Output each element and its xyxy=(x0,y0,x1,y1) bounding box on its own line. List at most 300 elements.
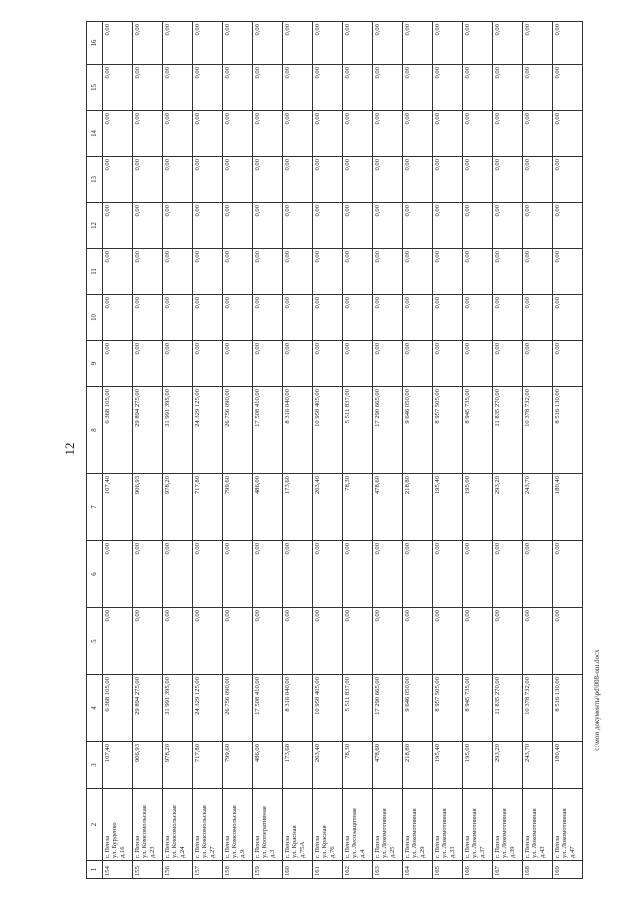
value-cell-c8: 8 316 040,00 xyxy=(283,387,313,474)
value-cell-c9: 0,00 xyxy=(163,341,193,387)
value-cell-c6: 0,00 xyxy=(223,541,253,608)
value-cell-c8: 5 511 837,00 xyxy=(343,387,373,474)
address-line: д.25 xyxy=(388,846,396,858)
value-cell-c4: 11 835 270,00 xyxy=(493,675,523,742)
address-cell xyxy=(283,789,313,861)
value-cell-c14: 0,00 xyxy=(493,111,523,157)
value-cell-c7: 799,60 xyxy=(223,474,253,541)
value-cell-c14: 0,00 xyxy=(433,111,463,157)
value-cell-c7: 173,60 xyxy=(283,474,313,541)
value-cell-c13: 0,00 xyxy=(163,157,193,203)
address-cell xyxy=(373,789,403,861)
table-row xyxy=(463,22,493,879)
address-cell xyxy=(343,789,373,861)
value-cell-c13: 0,00 xyxy=(433,157,463,203)
row-number-cell: 156 xyxy=(163,861,193,879)
value-cell-c5: 0,00 xyxy=(283,608,313,675)
value-cell-c5: 0,00 xyxy=(433,608,463,675)
address-line: д.39 xyxy=(508,846,516,858)
value-cell-c11: 0,00 xyxy=(553,249,583,295)
table-row xyxy=(523,22,553,879)
value-cell-c15: 0,00 xyxy=(523,65,553,111)
row-number-cell: 168 xyxy=(523,861,553,879)
value-cell-c8: 29 894 275,00 xyxy=(133,387,163,474)
value-cell-c16: 0,00 xyxy=(283,22,313,65)
value-cell-c14: 0,00 xyxy=(373,111,403,157)
value-cell-c6: 0,00 xyxy=(433,541,463,608)
value-cell-c16: 0,00 xyxy=(373,22,403,65)
value-cell-c4: 29 894 275,00 xyxy=(133,675,163,742)
value-cell-c9: 0,00 xyxy=(253,341,283,387)
table-row xyxy=(253,22,283,879)
value-cell-c10: 0,00 xyxy=(373,295,403,341)
value-cell-c3: 173,60 xyxy=(283,742,313,789)
value-cell-c12: 0,00 xyxy=(163,203,193,249)
value-cell-c9: 0,00 xyxy=(193,341,223,387)
value-cell-c5: 0,00 xyxy=(103,608,133,675)
value-cell-c12: 0,00 xyxy=(133,203,163,249)
value-cell-c3: 717,80 xyxy=(193,742,223,789)
value-cell-c4: 24 329 125,00 xyxy=(193,675,223,742)
address-line: г. Пенза xyxy=(134,835,141,858)
value-cell-c11: 0,00 xyxy=(223,249,253,295)
value-cell-c13: 0,00 xyxy=(283,157,313,203)
value-cell-c12: 0,00 xyxy=(523,203,553,249)
address-line: д.9 xyxy=(238,849,246,858)
address-cell xyxy=(403,789,433,861)
value-cell-c7: 906,93 xyxy=(133,474,163,541)
value-cell-c12: 0,00 xyxy=(463,203,493,249)
value-cell-c13: 0,00 xyxy=(403,157,433,203)
value-cell-c8: 6 368 105,00 xyxy=(103,387,133,474)
address-line: г. Пенза xyxy=(194,835,201,858)
value-cell-c4: 8 316 040,00 xyxy=(283,675,313,742)
address-line: д.43 xyxy=(538,846,546,858)
value-cell-c14: 0,00 xyxy=(193,111,223,157)
address-line: д.16 xyxy=(118,846,126,858)
address-line: ул. Локомотивная xyxy=(561,808,569,858)
value-cell-c16: 0,00 xyxy=(133,22,163,65)
value-cell-c6: 0,00 xyxy=(463,541,493,608)
value-cell-c16: 0,00 xyxy=(223,22,253,65)
value-cell-c3: 478,60 xyxy=(373,742,403,789)
value-cell-c8: 10 378 732,00 xyxy=(523,387,553,474)
value-cell-c4: 6 368 105,00 xyxy=(103,675,133,742)
address-line: г. Пенза xyxy=(344,835,351,858)
row-number-cell: 154 xyxy=(103,861,133,879)
value-cell-c6: 0,00 xyxy=(193,541,223,608)
page-number-text: 12 xyxy=(62,442,77,456)
value-cell-c9: 0,00 xyxy=(463,341,493,387)
address-line: г. Пенза xyxy=(374,835,381,858)
value-cell-c14: 0,00 xyxy=(463,111,493,157)
value-cell-c11: 0,00 xyxy=(523,249,553,295)
value-cell-c8: 10 958 405,00 xyxy=(313,387,343,474)
table-row xyxy=(103,22,133,879)
value-cell-c6: 0,00 xyxy=(493,541,523,608)
address-line: д.3 xyxy=(268,849,276,858)
row-number-cell: 161 xyxy=(313,861,343,879)
address-line: ул. Красная xyxy=(321,825,329,858)
address-cell xyxy=(553,789,583,861)
row-number-cell: 164 xyxy=(403,861,433,879)
value-cell-c12: 0,00 xyxy=(433,203,463,249)
column-number-cell: 1 xyxy=(87,861,103,879)
value-cell-c10: 0,00 xyxy=(343,295,373,341)
address-line: д.75А xyxy=(298,841,306,858)
table-row xyxy=(403,22,433,879)
column-number-cell: 9 xyxy=(87,341,103,387)
value-cell-c10: 0,00 xyxy=(313,295,343,341)
value-cell-c11: 0,00 xyxy=(133,249,163,295)
value-cell-c16: 0,00 xyxy=(313,22,343,65)
value-cell-c16: 0,00 xyxy=(163,22,193,65)
address-line: ул. Комсомольская xyxy=(141,805,149,858)
value-cell-c14: 0,00 xyxy=(253,111,283,157)
value-cell-c5: 0,00 xyxy=(313,608,343,675)
value-cell-c3: 486,00 xyxy=(253,742,283,789)
column-number-cell: 14 xyxy=(87,111,103,157)
value-cell-c13: 0,00 xyxy=(373,157,403,203)
address-line: ул. Бурденко xyxy=(111,822,119,858)
value-cell-c13: 0,00 xyxy=(463,157,493,203)
value-cell-c9: 0,00 xyxy=(133,341,163,387)
value-cell-c15: 0,00 xyxy=(103,65,133,111)
value-cell-c4: 17 290 665,00 xyxy=(373,675,403,742)
value-cell-c7: 195,40 xyxy=(433,474,463,541)
table-row xyxy=(193,22,223,879)
value-cell-c13: 0,00 xyxy=(253,157,283,203)
value-cell-c11: 0,00 xyxy=(493,249,523,295)
address-line: ул. Локомотивная xyxy=(501,808,509,858)
address-cell xyxy=(253,789,283,861)
table-row xyxy=(373,22,403,879)
address-line: ул. Локомотивная xyxy=(411,808,419,858)
address-line: ул. Комсомольская xyxy=(231,805,239,858)
value-cell-c3: 107,40 xyxy=(103,742,133,789)
value-cell-c10: 0,00 xyxy=(163,295,193,341)
table-row xyxy=(433,22,463,879)
value-cell-c7: 180,40 xyxy=(553,474,583,541)
value-cell-c10: 0,00 xyxy=(403,295,433,341)
row-number-cell: 167 xyxy=(493,861,523,879)
value-cell-c13: 0,00 xyxy=(103,157,133,203)
value-cell-c8: 31 991 395,00 xyxy=(163,387,193,474)
value-cell-c12: 0,00 xyxy=(553,203,583,249)
value-cell-c3: 218,80 xyxy=(403,742,433,789)
value-cell-c10: 0,00 xyxy=(103,295,133,341)
value-cell-c11: 0,00 xyxy=(193,249,223,295)
value-cell-c12: 0,00 xyxy=(283,203,313,249)
value-cell-c3: 243,70 xyxy=(523,742,553,789)
value-cell-c10: 0,00 xyxy=(433,295,463,341)
value-cell-c9: 0,00 xyxy=(523,341,553,387)
value-cell-c7: 218,80 xyxy=(403,474,433,541)
value-cell-c13: 0,00 xyxy=(223,157,253,203)
value-cell-c5: 0,00 xyxy=(493,608,523,675)
value-cell-c5: 0,00 xyxy=(223,608,253,675)
value-cell-c14: 0,00 xyxy=(313,111,343,157)
value-cell-c14: 0,00 xyxy=(163,111,193,157)
value-cell-c13: 0,00 xyxy=(493,157,523,203)
address-line: г. Пенза xyxy=(164,835,171,858)
value-cell-c11: 0,00 xyxy=(403,249,433,295)
value-cell-c14: 0,00 xyxy=(103,111,133,157)
value-cell-c13: 0,00 xyxy=(553,157,583,203)
value-cell-c10: 0,00 xyxy=(463,295,493,341)
value-cell-c14: 0,00 xyxy=(343,111,373,157)
column-number-cell: 8 xyxy=(87,387,103,474)
value-cell-c3: 978,20 xyxy=(163,742,193,789)
table-row xyxy=(343,22,373,879)
value-cell-c13: 0,00 xyxy=(313,157,343,203)
table-row xyxy=(493,22,523,879)
address-line: д.37 xyxy=(478,846,486,858)
column-number-cell: 12 xyxy=(87,203,103,249)
value-cell-c12: 0,00 xyxy=(103,203,133,249)
row-number-cell: 157 xyxy=(193,861,223,879)
address-cell xyxy=(523,789,553,861)
value-cell-c3: 195,40 xyxy=(433,742,463,789)
address-line: ул. Локомотивная xyxy=(381,808,389,858)
value-cell-c15: 0,00 xyxy=(313,65,343,111)
value-cell-c4: 8 945 735,00 xyxy=(463,675,493,742)
value-cell-c12: 0,00 xyxy=(493,203,523,249)
value-cell-c11: 0,00 xyxy=(463,249,493,295)
value-cell-c7: 195,00 xyxy=(463,474,493,541)
value-cell-c4: 8 516 130,00 xyxy=(553,675,583,742)
value-cell-c8: 17 508 410,00 xyxy=(253,387,283,474)
value-cell-c8: 8 516 130,00 xyxy=(553,387,583,474)
column-number-cell: 5 xyxy=(87,608,103,675)
address-line: г. Пенза xyxy=(314,835,321,858)
column-number-cell: 16 xyxy=(87,22,103,65)
value-cell-c6: 0,00 xyxy=(313,541,343,608)
value-cell-c4: 9 646 050,00 xyxy=(403,675,433,742)
value-cell-c5: 0,00 xyxy=(253,608,283,675)
value-cell-c4: 8 957 505,00 xyxy=(433,675,463,742)
address-line: д.23 xyxy=(148,846,156,858)
address-line: д.29 xyxy=(418,846,426,858)
value-cell-c15: 0,00 xyxy=(553,65,583,111)
value-cell-c6: 0,00 xyxy=(133,541,163,608)
row-number-cell: 166 xyxy=(463,861,493,879)
value-cell-c9: 0,00 xyxy=(403,341,433,387)
value-cell-c10: 0,00 xyxy=(553,295,583,341)
address-line: д.27 xyxy=(208,846,216,858)
value-cell-c5: 0,00 xyxy=(373,608,403,675)
address-line: ул. Локомотивная xyxy=(531,808,539,858)
table-row xyxy=(313,22,343,879)
value-cell-c6: 0,00 xyxy=(163,541,193,608)
value-cell-c16: 0,00 xyxy=(523,22,553,65)
value-cell-c12: 0,00 xyxy=(223,203,253,249)
data-table xyxy=(86,21,583,879)
value-cell-c15: 0,00 xyxy=(463,65,493,111)
value-cell-c10: 0,00 xyxy=(523,295,553,341)
address-line: ул. Локомотивная xyxy=(471,808,479,858)
address-line: ул. Лесозащитная xyxy=(351,808,359,858)
value-cell-c9: 0,00 xyxy=(373,341,403,387)
row-number-cell: 169 xyxy=(553,861,583,879)
address-line: г. Пенза xyxy=(404,835,411,858)
value-cell-c16: 0,00 xyxy=(193,22,223,65)
value-cell-c4: 5 511 837,00 xyxy=(343,675,373,742)
value-cell-c8: 8 957 505,00 xyxy=(433,387,463,474)
value-cell-c7: 107,40 xyxy=(103,474,133,541)
row-number-cell: 159 xyxy=(253,861,283,879)
value-cell-c4: 17 508 410,00 xyxy=(253,675,283,742)
value-cell-c10: 0,00 xyxy=(133,295,163,341)
value-cell-c3: 263,40 xyxy=(313,742,343,789)
row-number-cell: 160 xyxy=(283,861,313,879)
value-cell-c14: 0,00 xyxy=(133,111,163,157)
value-cell-c15: 0,00 xyxy=(223,65,253,111)
value-cell-c14: 0,00 xyxy=(523,111,553,157)
address-line: ул. Комсомольская xyxy=(171,805,179,858)
rotated-table-container xyxy=(86,22,583,879)
address-line: г. Пенза xyxy=(494,835,501,858)
value-cell-c5: 0,00 xyxy=(403,608,433,675)
column-number-cell: 6 xyxy=(87,541,103,608)
value-cell-c7: 717,80 xyxy=(193,474,223,541)
value-cell-c15: 0,00 xyxy=(403,65,433,111)
value-cell-c15: 0,00 xyxy=(253,65,283,111)
value-cell-c13: 0,00 xyxy=(523,157,553,203)
value-cell-c11: 0,00 xyxy=(433,249,463,295)
value-cell-c7: 263,40 xyxy=(313,474,343,541)
value-cell-c6: 0,00 xyxy=(343,541,373,608)
address-line: г. Пенза xyxy=(464,835,471,858)
value-cell-c6: 0,00 xyxy=(403,541,433,608)
value-cell-c12: 0,00 xyxy=(373,203,403,249)
value-cell-c15: 0,00 xyxy=(493,65,523,111)
row-number-cell: 155 xyxy=(133,861,163,879)
value-cell-c15: 0,00 xyxy=(373,65,403,111)
table-row xyxy=(133,22,163,879)
value-cell-c8: 11 835 270,00 xyxy=(493,387,523,474)
address-cell xyxy=(133,789,163,861)
value-cell-c12: 0,00 xyxy=(253,203,283,249)
value-cell-c8: 8 945 735,00 xyxy=(463,387,493,474)
value-cell-c9: 0,00 xyxy=(553,341,583,387)
value-cell-c10: 0,00 xyxy=(253,295,283,341)
address-cell xyxy=(433,789,463,861)
value-cell-c4: 31 991 395,00 xyxy=(163,675,193,742)
address-cell xyxy=(223,789,253,861)
address-line: г. Пенза xyxy=(554,835,561,858)
column-number-cell: 13 xyxy=(87,157,103,203)
value-cell-c6: 0,00 xyxy=(553,541,583,608)
value-cell-c11: 0,00 xyxy=(253,249,283,295)
value-cell-c3: 180,40 xyxy=(553,742,583,789)
address-line: д.4 xyxy=(358,849,366,858)
value-cell-c11: 0,00 xyxy=(373,249,403,295)
address-line: д.76 xyxy=(328,846,336,858)
address-line: ул. Кооперативная xyxy=(261,806,269,858)
value-cell-c6: 0,00 xyxy=(253,541,283,608)
value-cell-c3: 293,20 xyxy=(493,742,523,789)
table-row xyxy=(553,22,583,879)
address-cell xyxy=(463,789,493,861)
value-cell-c13: 0,00 xyxy=(343,157,373,203)
column-number-header xyxy=(87,22,103,879)
value-cell-c5: 0,00 xyxy=(163,608,193,675)
address-cell xyxy=(493,789,523,861)
value-cell-c9: 0,00 xyxy=(223,341,253,387)
value-cell-c8: 17 290 665,00 xyxy=(373,387,403,474)
value-cell-c14: 0,00 xyxy=(403,111,433,157)
row-number-cell: 162 xyxy=(343,861,373,879)
value-cell-c5: 0,00 xyxy=(343,608,373,675)
address-cell xyxy=(313,789,343,861)
footer-path-text: c:\мои документы\pd\008-ош.docx xyxy=(593,649,601,751)
value-cell-c13: 0,00 xyxy=(133,157,163,203)
value-cell-c12: 0,00 xyxy=(343,203,373,249)
value-cell-c12: 0,00 xyxy=(403,203,433,249)
value-cell-c6: 0,00 xyxy=(283,541,313,608)
value-cell-c3: 78,30 xyxy=(343,742,373,789)
address-cell xyxy=(163,789,193,861)
value-cell-c11: 0,00 xyxy=(103,249,133,295)
address-line: г. Пенза xyxy=(254,835,261,858)
value-cell-c15: 0,00 xyxy=(283,65,313,111)
value-cell-c7: 243,70 xyxy=(523,474,553,541)
value-cell-c6: 0,00 xyxy=(103,541,133,608)
value-cell-c16: 0,00 xyxy=(343,22,373,65)
row-number-cell: 163 xyxy=(373,861,403,879)
address-line: г. Пенза xyxy=(104,835,111,858)
value-cell-c5: 0,00 xyxy=(463,608,493,675)
value-cell-c7: 486,00 xyxy=(253,474,283,541)
value-cell-c5: 0,00 xyxy=(193,608,223,675)
value-cell-c16: 0,00 xyxy=(493,22,523,65)
value-cell-c16: 0,00 xyxy=(553,22,583,65)
address-line: д.24 xyxy=(178,846,186,858)
value-cell-c11: 0,00 xyxy=(343,249,373,295)
column-number-cell: 15 xyxy=(87,65,103,111)
value-cell-c7: 478,60 xyxy=(373,474,403,541)
column-number-cell: 3 xyxy=(87,742,103,789)
value-cell-c9: 0,00 xyxy=(343,341,373,387)
address-line: д.33 xyxy=(448,846,456,858)
value-cell-c5: 0,00 xyxy=(133,608,163,675)
value-cell-c15: 0,00 xyxy=(163,65,193,111)
address-line: д.47 xyxy=(568,846,576,858)
value-cell-c7: 78,30 xyxy=(343,474,373,541)
value-cell-c3: 799,60 xyxy=(223,742,253,789)
value-cell-c7: 293,20 xyxy=(493,474,523,541)
address-line: г. Пенза xyxy=(224,835,231,858)
value-cell-c5: 0,00 xyxy=(553,608,583,675)
table-row xyxy=(223,22,253,879)
address-line: ул. Локомотивная xyxy=(441,808,449,858)
value-cell-c8: 9 646 050,00 xyxy=(403,387,433,474)
address-cell xyxy=(103,789,133,861)
value-cell-c11: 0,00 xyxy=(163,249,193,295)
value-cell-c13: 0,00 xyxy=(193,157,223,203)
value-cell-c4: 26 756 090,00 xyxy=(223,675,253,742)
value-cell-c9: 0,00 xyxy=(493,341,523,387)
table-body xyxy=(87,22,583,879)
row-number-cell: 165 xyxy=(433,861,463,879)
value-cell-c15: 0,00 xyxy=(433,65,463,111)
value-cell-c14: 0,00 xyxy=(223,111,253,157)
value-cell-c10: 0,00 xyxy=(493,295,523,341)
value-cell-c9: 0,00 xyxy=(283,341,313,387)
value-cell-c15: 0,00 xyxy=(193,65,223,111)
value-cell-c16: 0,00 xyxy=(403,22,433,65)
